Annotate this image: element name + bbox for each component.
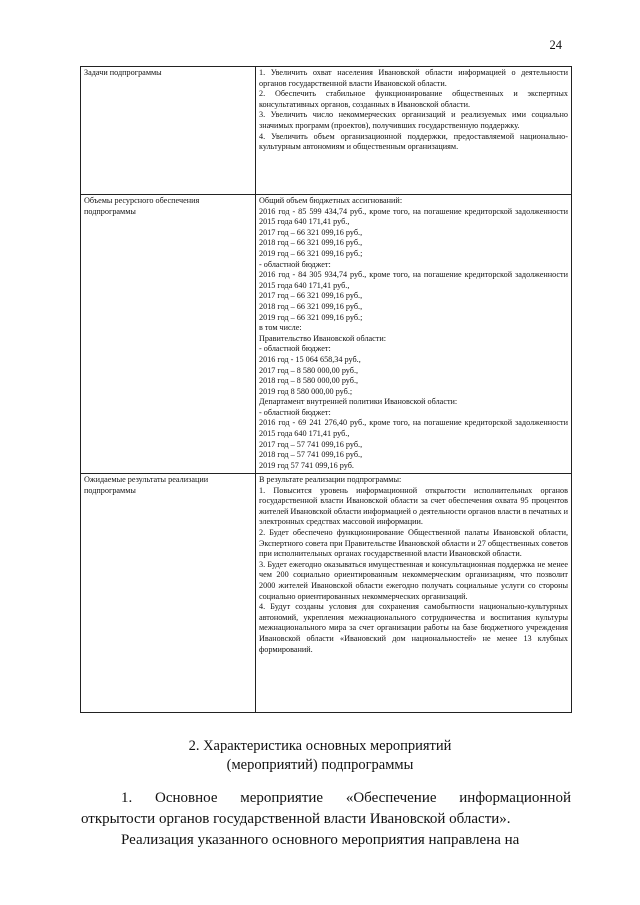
resource-line: 2016 год - 15 064 658,34 руб.,	[259, 354, 361, 364]
resource-line: Правительство Ивановской области:	[259, 333, 387, 343]
resource-line: 2018 год – 57 741 099,16 руб.,	[259, 450, 363, 460]
resource-line: Департамент внутренней политики Ивановской области:	[259, 397, 458, 407]
row-label-resources: Объемы ресурсного обеспечения подпрограммы	[81, 195, 256, 474]
task-item-2: 2. Обеспечить стабильное функционирование общественных и экспертных консультативных органов, созданных в Ивановской области.	[259, 89, 568, 109]
row-label-tasks: Задачи подпрограммы	[81, 67, 256, 195]
table-row-tasks	[81, 67, 572, 195]
resource-line: 2019 год 57 741 099,16 руб.	[259, 460, 354, 470]
table-row-resources	[81, 195, 572, 474]
resource-line: 2016 год - 69 241 276,40 руб., кроме того, на погашение кредиторской задолженности 2015 года 640 171,41 руб.,	[259, 418, 568, 439]
resource-line: 2016 год - 85 599 434,74 руб., кроме того, на погашение кредиторской задолженности 2015 года 640 171,41 руб.,	[259, 206, 568, 227]
result-item-1: 1. Повысится уровень информационной открытости исполнительных органов государственной власти Ивановской области за счет обеспечения охвата 95 процентов жителей Ивановской области информацией о деятельности органов власти в печатных и электронных средствах массовой информации.	[259, 485, 568, 527]
page-number: 24	[549, 38, 562, 52]
resource-line: 2016 год - 84 305 934,74 руб., кроме того, на погашение кредиторской задолженности 2015 года 640 171,41 руб.,	[259, 270, 568, 290]
subprogram-passport-table	[80, 66, 572, 713]
resource-line: Общий объем бюджетных ассигнований:	[259, 196, 403, 205]
resource-line: 2018 год – 66 321 099,16 руб.,	[259, 238, 363, 248]
row-label-results: Ожидаемые результаты реализации подпрограммы	[81, 474, 256, 713]
resource-line: - областной бюджет:	[259, 344, 331, 354]
row-content-resources	[256, 195, 572, 474]
result-item-2: 2. Будет обеспечено функционирование Общественной палаты Ивановской области, Экспертного совета при Правительстве Ивановской области и 27 общественных советов при исполнительных органах государственной власти Ивановской области.	[259, 527, 568, 559]
resource-line: 2019 год 8 580 000,00 руб.;	[259, 386, 353, 396]
section-title-line-1: 2. Характеристика основных мероприятий	[188, 738, 452, 754]
resource-line: 2019 год – 66 321 099,16 руб.;	[259, 248, 363, 258]
row-content-tasks	[256, 67, 572, 195]
result-item-3: 3. Будет ежегодно оказываться имущественная и консультационная поддержка не менее чем 200 социально ориентированным некоммерческим организациям, что позволит 2000 жителей Ивановской области ежегодно получать социальные услуги со стороны социально ориентированных некоммерческих организаций.	[259, 559, 568, 601]
resource-line: - областной бюджет:	[259, 407, 331, 417]
row-content-results	[256, 474, 572, 713]
body-paragraph-1: 1. Основное мероприятие «Обеспечение информационной открытости органов государственной власти Ивановской области».	[81, 790, 571, 827]
result-item-4: 4. Будут созданы условия для сохранения самобытности национально-культурных автономий, укрепления межнационального сотрудничества и воспитания культуры межнационального мира за счет организации работы на базе бюджетного учреждения Ивановской области «Ивановский дом национальностей» не менее 13 клубных формирований.	[259, 602, 568, 654]
resource-line: 2018 год – 66 321 099,16 руб.,	[259, 301, 363, 311]
task-item-1: 1. Увеличить охват населения Ивановской области информацией о деятельности органов государственной власти Ивановской области.	[259, 68, 568, 88]
table-row-results	[81, 474, 572, 713]
resource-line: 2018 год – 8 580 000,00 руб.,	[259, 376, 359, 386]
resource-line: 2017 год – 8 580 000,00 руб.,	[259, 365, 359, 375]
resource-line: 2017 год – 66 321 099,16 руб.,	[259, 291, 363, 301]
resource-line: в том числе:	[259, 323, 302, 333]
section-title-line-2: (мероприятий) подпрограммы	[226, 757, 414, 773]
section-title	[0, 737, 640, 775]
body-paragraph-2: Реализация указанного основного мероприятия направлена на	[121, 832, 520, 848]
task-item-4: 4. Увеличить объем организационной поддержки, предоставляемой национально-культурным автономиям и общественным организациям.	[259, 131, 568, 152]
resource-line: 2019 год – 66 321 099,16 руб.;	[259, 312, 363, 322]
resource-line: - областной бюджет:	[259, 259, 331, 269]
task-item-3: 3. Увеличить число некоммерческих организаций и реализуемых ими социально значимых программ (проектов), получивших государственную поддержку.	[259, 110, 568, 130]
resource-line: 2017 год – 66 321 099,16 руб.,	[259, 227, 363, 237]
resource-line: 2017 год – 57 741 099,16 руб.,	[259, 439, 363, 449]
result-intro: В результате реализации подпрограммы:	[259, 475, 402, 484]
